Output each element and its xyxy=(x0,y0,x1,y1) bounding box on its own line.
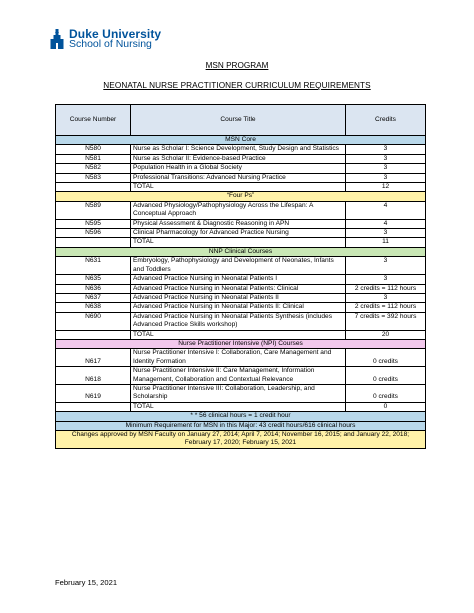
duke-chapel-icon xyxy=(50,29,64,49)
course-number: N595 xyxy=(56,219,131,228)
course-number: N637 xyxy=(56,293,131,302)
course-credits: 3 xyxy=(346,164,426,173)
logo-school: School of Nursing xyxy=(69,38,152,50)
course-title: Professional Transitions: Advanced Nursing Practice xyxy=(131,173,346,182)
section-header-four-ps: “Four Ps” xyxy=(56,192,426,201)
course-number: N583 xyxy=(56,173,131,182)
table-row xyxy=(56,145,426,154)
course-title: Embryology, Pathophysiology and Development of Neonates, Infants and Toddlers xyxy=(131,257,346,275)
course-title: Nurse as Scholar I: Science Development, Study Design and Statistics xyxy=(131,145,346,154)
total-row xyxy=(56,183,426,192)
total-label: TOTAL xyxy=(131,330,346,339)
course-credits: 0 credits xyxy=(346,349,426,367)
course-title: Clinical Pharmacology for Advanced Practice Nursing xyxy=(131,229,346,238)
header-credits: Credits xyxy=(346,105,426,136)
table-row xyxy=(56,293,426,302)
total-value: 20 xyxy=(346,330,426,339)
table-row xyxy=(56,154,426,163)
total-row xyxy=(56,330,426,339)
table-row xyxy=(56,349,426,367)
footer-date: February 15, 2021 xyxy=(55,578,118,587)
minimum-requirement-row xyxy=(56,421,426,430)
clinical-hours-note: * * 56 clinical hours = 1 credit hour xyxy=(56,412,426,421)
table-row xyxy=(56,367,426,385)
course-credits: 3 xyxy=(346,154,426,163)
table-row xyxy=(56,312,426,330)
course-title: Population Health in a Global Society xyxy=(131,164,346,173)
page-subtitle: NEONATAL NURSE PRACTITIONER CURRICULUM REQUIREMENTS xyxy=(103,81,371,90)
total-row xyxy=(56,238,426,247)
total-value: 12 xyxy=(346,183,426,192)
course-number: N596 xyxy=(56,229,131,238)
course-title: Nurse as Scholar II: Evidence-based Practice xyxy=(131,154,346,163)
course-credits: 4 xyxy=(346,201,426,219)
course-number: N617 xyxy=(56,349,131,367)
section-header-npi: Nurse Practitioner Intensive (NPI) Courses xyxy=(56,339,426,348)
course-number: N581 xyxy=(56,154,131,163)
total-row xyxy=(56,402,426,411)
page-title: MSN PROGRAM xyxy=(205,61,269,70)
total-label: TOTAL xyxy=(131,402,346,411)
changes-approved-row xyxy=(56,431,426,449)
total-label: TOTAL xyxy=(131,238,346,247)
course-number: N582 xyxy=(56,164,131,173)
course-number: N580 xyxy=(56,145,131,154)
table-row xyxy=(56,201,426,219)
course-title: Advanced Practice Nursing in Neonatal Patients II: Clinical xyxy=(131,303,346,312)
duke-logo xyxy=(50,26,161,52)
total-value: 11 xyxy=(346,238,426,247)
course-title: Nurse Practitioner Intensive I: Collaboration, Care Management and Identity Formation xyxy=(131,349,346,367)
table-row xyxy=(56,384,426,402)
logo-university: Duke University xyxy=(69,27,162,41)
course-credits: 0 credits xyxy=(346,367,426,385)
course-title: Advanced Practice Nursing in Neonatal Patients I xyxy=(131,275,346,284)
total-label: TOTAL xyxy=(131,183,346,192)
course-title: Advanced Practice Nursing in Neonatal Patients Synthesis (includes Advanced Practice Skills workshop) xyxy=(131,312,346,330)
minimum-requirement: Minimum Requirement for MSN in this Major: 43 credit hours/616 clinical hours xyxy=(56,421,426,430)
course-title: Physical Assessment & Diagnostic Reasoning in APN xyxy=(131,219,346,228)
course-number: N635 xyxy=(56,275,131,284)
table-row xyxy=(56,275,426,284)
course-credits: 3 xyxy=(346,173,426,182)
table-row xyxy=(56,164,426,173)
course-credits: 3 xyxy=(346,229,426,238)
course-credits: 7 credits = 392 hours xyxy=(346,312,426,330)
course-number: N618 xyxy=(56,367,131,385)
course-title: Advanced Practice Nursing in Neonatal Patients II xyxy=(131,293,346,302)
course-title: Nurse Practitioner Intensive III: Collaboration, Leadership, and Scholarship xyxy=(131,384,346,402)
course-credits: 4 xyxy=(346,219,426,228)
course-credits: 3 xyxy=(346,257,426,275)
curriculum-table xyxy=(55,104,426,449)
course-credits: 2 credits = 112 hours xyxy=(346,303,426,312)
course-number: N636 xyxy=(56,284,131,293)
course-credits: 0 credits xyxy=(346,384,426,402)
course-number: N631 xyxy=(56,257,131,275)
course-credits: 2 credits = 112 hours xyxy=(346,284,426,293)
course-title: Nurse Practitioner Intensive II: Care Management, Information Management, Collaboration and Contextual Relevance xyxy=(131,367,346,385)
section-header-msn-core: MSN Core xyxy=(56,136,426,145)
course-number: N619 xyxy=(56,384,131,402)
course-title: Advanced Practice Nursing in Neonatal Patients: Clinical xyxy=(131,284,346,293)
table-row xyxy=(56,303,426,312)
table-row xyxy=(56,284,426,293)
table-header-row xyxy=(56,105,426,136)
table-row xyxy=(56,219,426,228)
clinical-hours-note-row xyxy=(56,412,426,421)
course-credits: 3 xyxy=(346,275,426,284)
total-value: 0 xyxy=(346,402,426,411)
table-row xyxy=(56,173,426,182)
section-header-nnp-clinical: NNP Clinical Courses xyxy=(56,247,426,256)
course-title: Advanced Physiology/Pathophysiology Across the Lifespan: A Conceptual Approach xyxy=(131,201,346,219)
course-credits: 3 xyxy=(346,145,426,154)
changes-approved: Changes approved by MSN Faculty on January 27, 2014; April 7, 2014; November 16, 2015; and January 22, 2018; February 17, 2020; February 15, 2021 xyxy=(56,431,426,449)
header-course-title: Course Title xyxy=(131,105,346,136)
table-row xyxy=(56,229,426,238)
course-number: N589 xyxy=(56,201,131,219)
course-credits: 3 xyxy=(346,293,426,302)
table-row xyxy=(56,257,426,275)
course-number: N690 xyxy=(56,312,131,330)
course-number: N638 xyxy=(56,303,131,312)
header-course-number: Course Number xyxy=(56,105,131,136)
